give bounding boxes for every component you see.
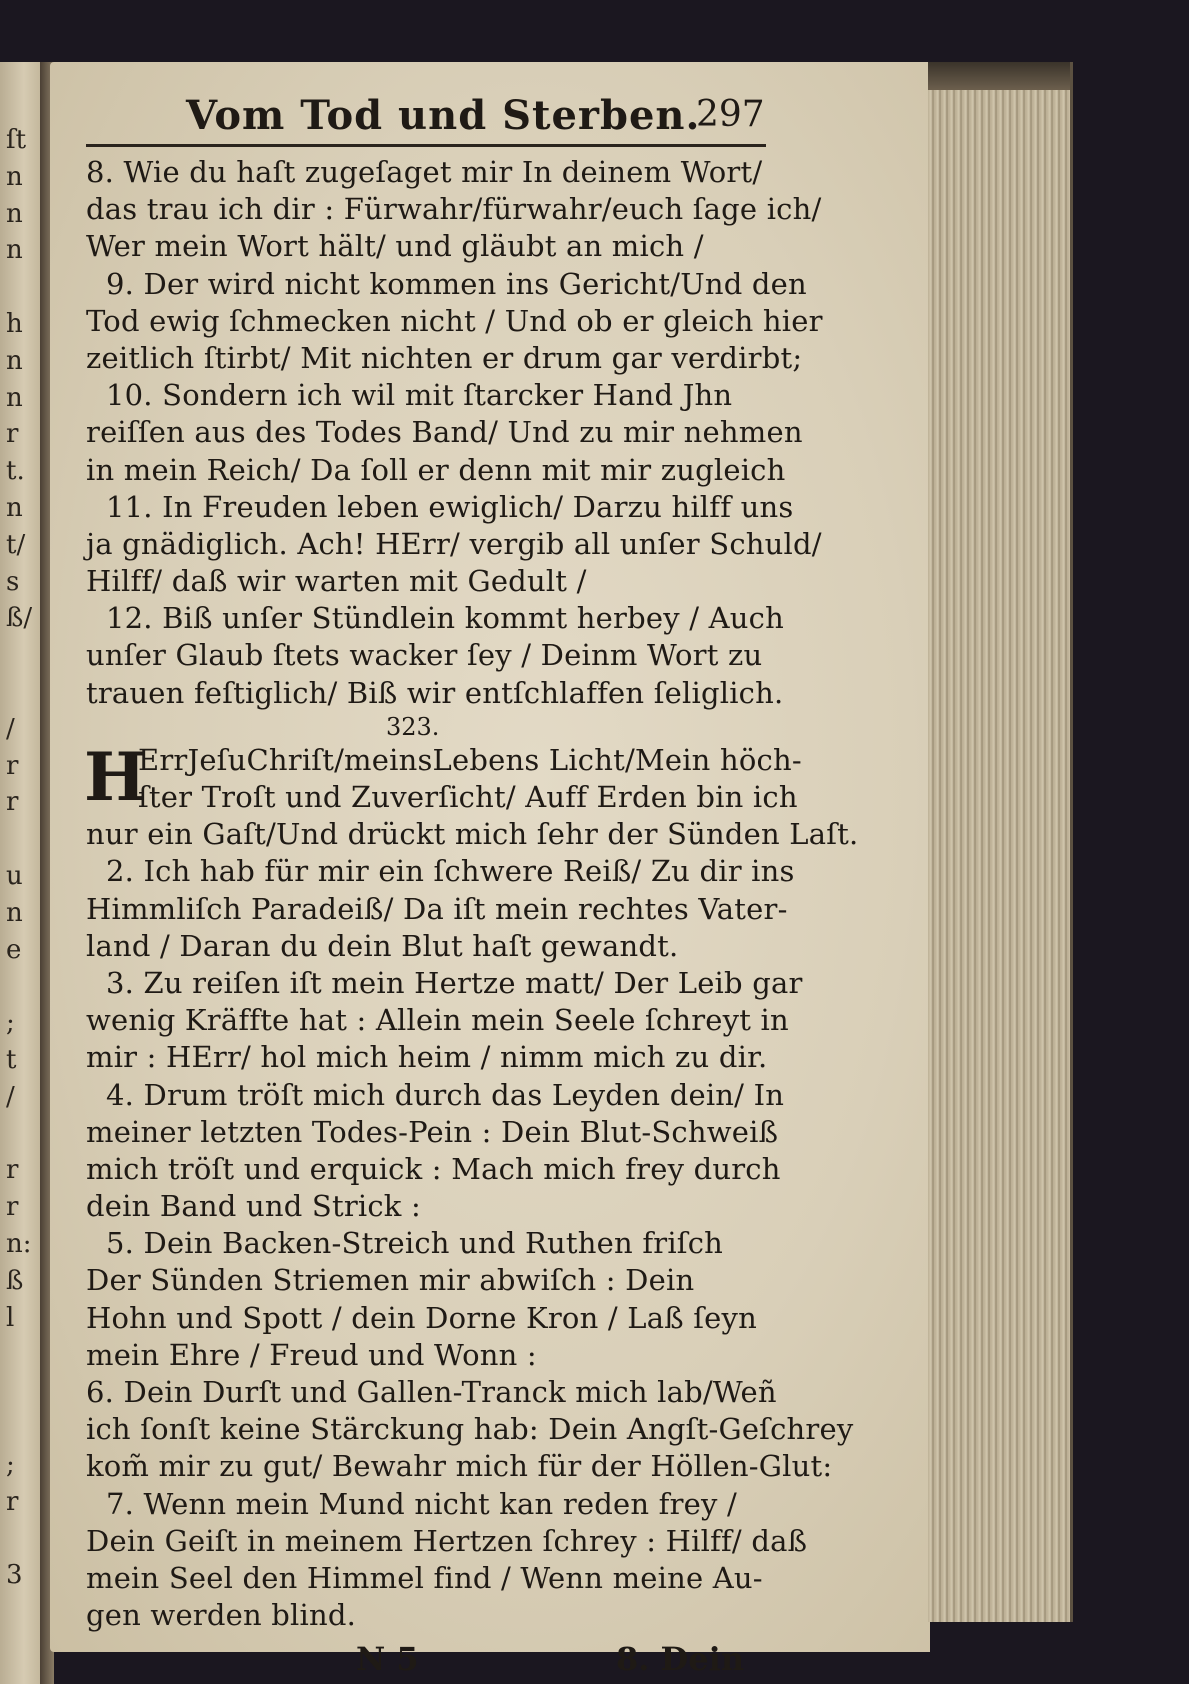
left-page-fragment: n	[6, 493, 23, 523]
text-line: mein Seel den Himmel find / Wenn meine Au-	[86, 1560, 763, 1595]
left-page-fragment: t.	[6, 456, 25, 487]
text-line: trauen feſtiglich/ Biß wir entſchlaffen ſeliglich.	[86, 675, 784, 710]
text-line: ich ſonſt keine Stärckung hab: Dein Angſt-Geſchrey	[86, 1412, 854, 1447]
text-line: zeitlich ſtirbt/ Mit nichten er drum gar verdirbt;	[86, 340, 803, 375]
left-page-fragment: n	[6, 345, 23, 376]
text-line: Hohn und Spott / dein Dorne Kron / Laß ſeyn	[86, 1300, 757, 1335]
text-line: dein Band und Strick :	[86, 1189, 421, 1224]
hymn-323	[84, 737, 859, 1635]
text-line: Der Sünden Striemen mir abwiſch : Dein	[86, 1263, 695, 1298]
left-page-fragment: r	[6, 1192, 19, 1223]
text-line: Dein Geiſt in meinem Hertzen ſchrey : Hilff/ daß	[86, 1523, 808, 1558]
text-line: 3. Zu reiſen iſt mein Hertze matt/ Der Leib gar	[106, 965, 803, 1000]
text-line: 5. Dein Backen-Streich und Ruthen friſch	[106, 1226, 724, 1261]
left-page-fragment: ;	[6, 1008, 15, 1039]
text-line: 4. Drum tröſt mich durch das Leyden dein/ In	[106, 1077, 785, 1112]
left-page-fragment: 3	[6, 1560, 23, 1591]
text-line: ſter Troſt und Zuverſicht/ Auff Erden bin ich	[138, 780, 798, 814]
text-line: gen werden blind.	[86, 1598, 357, 1633]
left-page-fragment: ;	[6, 1449, 15, 1480]
text-line: das trau ich dir : Fürwahr/fürwahr/euch ſage ich/	[86, 192, 822, 227]
left-page-fragment: /	[6, 713, 15, 744]
previous-page-edge	[0, 62, 40, 1684]
left-page-fragment: t/	[6, 529, 26, 560]
left-page-fragment: t	[6, 1045, 17, 1075]
header-rule	[86, 144, 766, 147]
left-page-fragment: r	[6, 1155, 19, 1186]
text-line: 9. Der wird nicht kommen ins Gericht/Und den	[106, 266, 807, 301]
signature-mark: N 5	[356, 1640, 419, 1679]
page-block-top	[928, 62, 1070, 90]
left-page-fragment: s	[6, 566, 20, 597]
text-line: 12. Biß unſer Stündlein kommt herbey / Auch	[106, 601, 784, 636]
text-line: Wer mein Wort hält/ und gläubt an mich /	[86, 229, 704, 264]
text-line: Tod ewig ſchmecken nicht / Und ob er gleich hier	[86, 303, 823, 338]
hymn-322-continued	[86, 154, 823, 712]
left-page-fragment: n	[6, 161, 23, 192]
left-page-fragment: e	[6, 934, 22, 965]
text-line: unſer Glaub ſtets wacker ſey / Deinm Wort zu	[86, 638, 763, 673]
left-page-fragment: r	[6, 787, 19, 818]
left-page-fragment: n:	[6, 1229, 32, 1259]
catchword: 8. Dein	[616, 1640, 745, 1679]
text-line: Himmliſch Paradeiß/ Da iſt mein rechtes Vater-	[86, 891, 788, 926]
text-line: wenig Kräffte hat : Allein mein Seele ſchreyt in	[86, 1003, 789, 1038]
left-page-fragment: l	[6, 1302, 15, 1333]
text-line: 6. Dein Durſt und Gallen-Tranck mich lab/Weñ	[86, 1375, 777, 1409]
text-line: kom̃ mir zu gut/ Bewahr mich für der Höllen-Glut:	[86, 1449, 833, 1484]
left-page-fragment: r	[6, 750, 19, 781]
left-page-fragment: n	[6, 198, 23, 229]
text-line: mein Ehre / Freud und Wonn :	[86, 1337, 537, 1372]
left-page-fragment: r	[6, 419, 19, 450]
text-line: 8. Wie du haſt zugeſaget mir In deinem Wort/	[86, 155, 763, 189]
text-line: 7. Wenn mein Mund nicht kan reden frey /	[106, 1486, 738, 1521]
page-number: 297	[696, 94, 765, 135]
running-head: Vom Tod und Sterben.	[186, 92, 701, 139]
text-line: 11. In Freuden leben ewiglich/ Darzu hilff uns	[106, 489, 794, 524]
left-page-fragment: u	[6, 861, 23, 891]
left-page-fragment: ß/	[6, 603, 33, 634]
text-line: mir : HErr/ hol mich heim / nimm mich zu dir.	[86, 1040, 768, 1075]
text-line: ja gnädiglich. Ach! HErr/ vergib all unſer Schuld/	[86, 526, 822, 561]
left-page-fragment: ſt	[6, 125, 27, 155]
left-page-fragment: r	[6, 1486, 19, 1517]
text-body	[84, 154, 859, 1684]
first-line-text: ErrJeſuChriſt/meinsLebens Licht/Mein höch-	[138, 742, 802, 777]
drop-cap: H	[84, 737, 147, 816]
left-page-fragment: n	[6, 235, 23, 266]
text-line: 2. Ich hab für mir ein ſchwere Reiß/ Zu dir ins	[106, 854, 795, 889]
page-content	[84, 92, 859, 1679]
text-line: in mein Reich/ Da ſoll er denn mit mir zugleich	[86, 452, 786, 487]
left-page-fragment: n	[6, 382, 23, 413]
left-page-fragment: n	[6, 897, 23, 928]
page-header	[86, 92, 786, 140]
page-footer	[86, 1640, 786, 1684]
hymn-number: 323.	[386, 712, 440, 741]
page-block-edges	[928, 62, 1073, 1622]
text-line: nur ein Gaſt/Und drückt mich ſehr der Sünden Laſt.	[86, 817, 859, 852]
text-line: mich tröſt und erquick : Mach mich frey durch	[86, 1151, 781, 1186]
text-line: 10. Sondern ich wil mit ſtarcker Hand Jhn	[106, 378, 733, 413]
left-page-fragment: /	[6, 1081, 15, 1112]
text-line: Hilff/ daß wir warten mit Gedult /	[86, 564, 587, 599]
text-line: land / Daran du dein Blut haſt gewandt.	[86, 928, 679, 963]
left-page-fragment: ß	[6, 1265, 24, 1296]
text-line: meiner letzten Todes-Pein : Dein Blut-Schweiß	[86, 1114, 779, 1149]
text-line: reiſſen aus des Todes Band/ Und zu mir nehmen	[86, 415, 803, 450]
left-page-fragment: h	[6, 309, 23, 339]
